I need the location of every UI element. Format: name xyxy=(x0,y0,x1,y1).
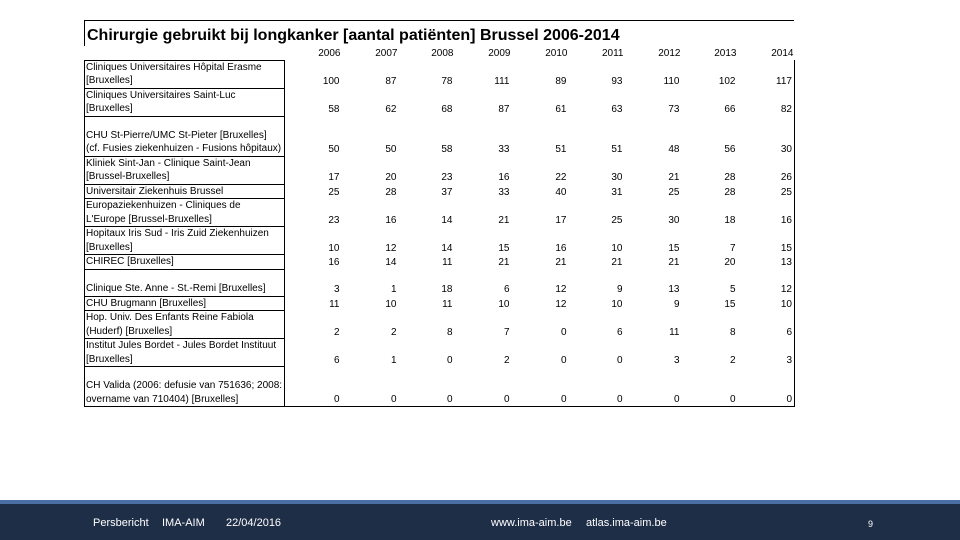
year-header: 2010 xyxy=(545,48,568,59)
patient-count-cell: 89 xyxy=(555,76,567,87)
year-header: 2006 xyxy=(318,48,341,59)
patient-count-cell: 17 xyxy=(285,156,342,184)
hospital-name: Universitair Ziekenhuis Brussel xyxy=(85,184,285,199)
year-header: 2008 xyxy=(431,48,454,59)
patient-count-cell: 0 xyxy=(616,354,623,366)
patient-count-cell: 16 xyxy=(738,199,795,227)
patient-count-cell: 14 xyxy=(441,242,453,254)
patient-count-cell: 3 xyxy=(673,354,680,366)
patient-count-cell: 100 xyxy=(285,60,342,88)
patient-count-cell: 0 xyxy=(738,367,795,407)
footer-date: 22/04/2016 xyxy=(226,517,282,529)
patient-count-cell: 6 xyxy=(616,326,623,338)
patient-count-cell: 25 xyxy=(738,184,795,199)
patient-count-cell: 30 xyxy=(738,116,795,156)
patient-count-cell: 1 xyxy=(390,354,397,366)
patient-count-cell: 17 xyxy=(555,214,567,226)
patient-count-cell: 6 xyxy=(738,311,795,339)
patient-count-cell: 9 xyxy=(616,284,623,295)
hospital-name: Kliniek Sint-Jan - Clinique Saint-Jean [Brussel-Bruxelles] xyxy=(85,156,285,184)
patient-count-cell: 18 xyxy=(441,284,453,295)
table-row xyxy=(85,156,795,184)
table-row xyxy=(85,367,795,407)
patient-count-cell: 16 xyxy=(385,214,397,226)
patient-count-cell: 61 xyxy=(555,104,567,115)
table-row xyxy=(85,199,795,227)
patient-count-cell: 23 xyxy=(285,199,342,227)
table-row xyxy=(85,339,795,367)
patient-count-cell: 28 xyxy=(724,186,736,198)
hospital-name: Hopitaux Iris Sud - Iris Zuid Ziekenhuizen [Bruxelles] xyxy=(85,227,285,255)
patient-count-cell: 15 xyxy=(738,227,795,255)
patient-count-cell: 25 xyxy=(285,184,342,199)
patient-count-cell: 12 xyxy=(555,298,567,310)
hospital-name: Hop. Univ. Des Enfants Reine Fabiola (Huderf) [Bruxelles] xyxy=(85,311,285,339)
patient-count-cell: 30 xyxy=(611,172,623,183)
patient-count-cell: 82 xyxy=(738,88,795,116)
patient-count-cell: 20 xyxy=(385,172,397,183)
patient-count-cell: 16 xyxy=(285,255,342,270)
patient-count-cell: 2 xyxy=(390,326,397,338)
patient-count-cell: 66 xyxy=(724,104,736,115)
year-header: 2013 xyxy=(714,48,737,59)
patient-count-cell: 68 xyxy=(441,104,453,115)
patient-count-cell: 48 xyxy=(668,144,680,155)
footer-website[interactable]: www.ima-aim.be xyxy=(491,517,572,529)
patient-count-cell: 1 xyxy=(390,284,397,295)
patient-count-cell: 0 xyxy=(455,367,512,407)
patient-count-cell: 6 xyxy=(503,284,510,295)
patient-count-cell: 6 xyxy=(285,339,342,367)
patient-count-cell: 21 xyxy=(555,257,567,268)
patient-count-cell: 73 xyxy=(668,104,680,115)
patient-count-cell: 51 xyxy=(555,144,567,155)
patient-count-cell: 28 xyxy=(385,186,397,198)
patient-count-cell: 37 xyxy=(441,186,453,198)
table-row xyxy=(85,184,795,199)
patient-count-cell: 0 xyxy=(512,367,569,407)
table-row xyxy=(85,227,795,255)
patient-count-cell: 30 xyxy=(668,214,680,226)
patient-count-cell: 28 xyxy=(724,172,736,183)
page-number: 9 xyxy=(868,519,874,529)
hospital-name: Cliniques Universitaires Saint-Luc [Bruxelles] xyxy=(85,88,285,116)
patient-count-cell: 50 xyxy=(385,144,397,155)
hospital-name: CHIREC [Bruxelles] xyxy=(85,255,285,270)
table-row xyxy=(85,116,795,156)
patient-count-cell: 87 xyxy=(498,104,510,115)
patient-count-cell: 12 xyxy=(385,242,397,254)
patient-count-cell: 10 xyxy=(611,242,623,254)
patient-count-cell: 8 xyxy=(446,326,453,338)
patient-count-cell: 21 xyxy=(498,257,510,268)
patient-count-cell: 9 xyxy=(673,298,680,310)
patient-count-cell: 13 xyxy=(738,255,795,270)
patient-count-cell: 31 xyxy=(611,186,623,198)
patient-count-cell: 22 xyxy=(555,172,567,183)
patient-count-cell: 10 xyxy=(498,298,510,310)
patient-count-cell: 0 xyxy=(625,367,682,407)
patient-count-cell: 0 xyxy=(560,326,567,338)
patient-count-cell: 10 xyxy=(738,296,795,311)
patient-count-cell: 110 xyxy=(663,76,680,87)
patient-count-cell: 2 xyxy=(503,354,510,366)
footer-bar xyxy=(0,500,960,540)
patient-count-cell: 16 xyxy=(498,172,510,183)
patient-count-cell: 93 xyxy=(611,76,623,87)
table-row xyxy=(85,88,795,116)
patient-count-cell: 78 xyxy=(441,76,453,87)
patient-count-cell: 33 xyxy=(498,144,510,155)
patient-count-cell: 111 xyxy=(494,76,510,87)
patient-count-cell: 14 xyxy=(385,257,397,268)
year-header: 2007 xyxy=(375,48,398,59)
patient-count-cell: 25 xyxy=(611,214,623,226)
patient-count-cell: 33 xyxy=(498,186,510,198)
patient-count-cell: 0 xyxy=(569,367,625,407)
patient-count-cell: 21 xyxy=(498,214,510,226)
patient-count-cell: 21 xyxy=(668,172,680,183)
footer-org: IMA-AIM xyxy=(162,517,205,529)
hospital-name: CH Valida (2006: defusie van 751636; 2008: overname van 710404) [Bruxelles] xyxy=(85,367,285,407)
patient-count-cell: 11 xyxy=(442,257,453,268)
patient-count-cell: 13 xyxy=(668,284,680,295)
hospital-name: Institut Jules Bordet - Jules Bordet Instituut [Bruxelles] xyxy=(85,339,285,367)
patient-count-cell: 12 xyxy=(738,269,795,296)
patient-count-cell: 0 xyxy=(560,354,567,366)
patient-count-cell: 2 xyxy=(285,311,342,339)
patient-count-cell: 2 xyxy=(729,354,736,366)
patient-count-cell: 7 xyxy=(503,326,510,338)
patient-count-cell: 23 xyxy=(441,172,453,183)
patient-count-cell: 0 xyxy=(446,354,453,366)
patient-count-cell: 0 xyxy=(682,367,738,407)
patient-count-cell: 16 xyxy=(555,242,567,254)
hospital-name: CHU Brugmann [Bruxelles] xyxy=(85,296,285,311)
patient-count-cell: 11 xyxy=(285,296,342,311)
footer-persbericht: Persbericht xyxy=(93,517,149,529)
patient-count-cell: 102 xyxy=(718,76,736,87)
table-row xyxy=(85,269,795,296)
patient-count-cell: 11 xyxy=(442,298,453,310)
patient-count-cell: 15 xyxy=(724,298,736,310)
patient-count-cell: 10 xyxy=(385,298,397,310)
patient-count-cell: 21 xyxy=(611,257,623,268)
patient-count-cell: 10 xyxy=(285,227,342,255)
year-header: 2011 xyxy=(601,48,624,59)
patient-count-cell: 10 xyxy=(611,298,623,310)
hospital-name: Cliniques Universitaires Hôpital Erasme [Bruxelles] xyxy=(85,60,285,88)
patient-count-cell: 0 xyxy=(399,367,455,407)
hospital-name: Clinique Ste. Anne - St.-Remi [Bruxelles] xyxy=(85,269,285,296)
patient-count-cell: 25 xyxy=(668,186,680,198)
patient-count-cell: 21 xyxy=(668,257,680,268)
patient-count-cell: 12 xyxy=(555,284,567,295)
patient-count-cell: 20 xyxy=(724,257,736,268)
year-header: 2009 xyxy=(488,48,511,59)
patient-count-cell: 0 xyxy=(342,367,399,407)
table-row xyxy=(85,296,795,311)
table-row xyxy=(85,255,795,270)
table-row xyxy=(85,311,795,339)
patient-count-cell: 11 xyxy=(669,326,680,338)
patient-count-cell: 26 xyxy=(738,156,795,184)
year-header-row xyxy=(85,46,795,60)
patient-count-cell: 62 xyxy=(385,104,397,115)
patient-count-cell: 5 xyxy=(729,284,736,295)
header-corner xyxy=(85,46,285,60)
patient-count-cell: 3 xyxy=(285,269,342,296)
hospital-name: CHU St-Pierre/UMC St-Pieter [Bruxelles] (cf. Fusies ziekenhuizen - Fusions hôpitaux) xyxy=(85,116,285,156)
patient-count-cell: 18 xyxy=(724,214,736,226)
patient-count-cell: 50 xyxy=(285,116,342,156)
patient-count-cell: 63 xyxy=(611,104,623,115)
year-header: 2014 xyxy=(771,48,794,59)
patient-count-cell: 15 xyxy=(668,242,680,254)
patient-count-cell: 56 xyxy=(724,144,736,155)
table-row xyxy=(85,60,795,88)
patient-count-cell: 51 xyxy=(611,144,623,155)
patient-count-cell: 7 xyxy=(729,242,736,254)
footer-atlas-website[interactable]: atlas.ima-aim.be xyxy=(586,517,667,529)
patient-count-cell: 15 xyxy=(498,242,510,254)
patient-count-cell: 8 xyxy=(729,326,736,338)
patient-count-cell: 14 xyxy=(441,214,453,226)
patient-count-cell: 40 xyxy=(555,186,567,198)
hospital-name: Europaziekenhuizen - Cliniques de L'Europe [Brussel-Bruxelles] xyxy=(85,199,285,227)
patient-count-cell: 117 xyxy=(738,60,795,88)
patient-count-cell: 58 xyxy=(441,144,453,155)
patient-count-cell: 3 xyxy=(738,339,795,367)
year-header: 2012 xyxy=(658,48,681,59)
patient-count-cell: 0 xyxy=(285,367,342,407)
hospital-data-table xyxy=(84,46,795,407)
patient-count-cell: 87 xyxy=(385,76,397,87)
page-title: Chirurgie gebruikt bij longkanker [aantal patiënten] Brussel 2006-2014 xyxy=(84,20,794,46)
patient-count-cell: 58 xyxy=(285,88,342,116)
